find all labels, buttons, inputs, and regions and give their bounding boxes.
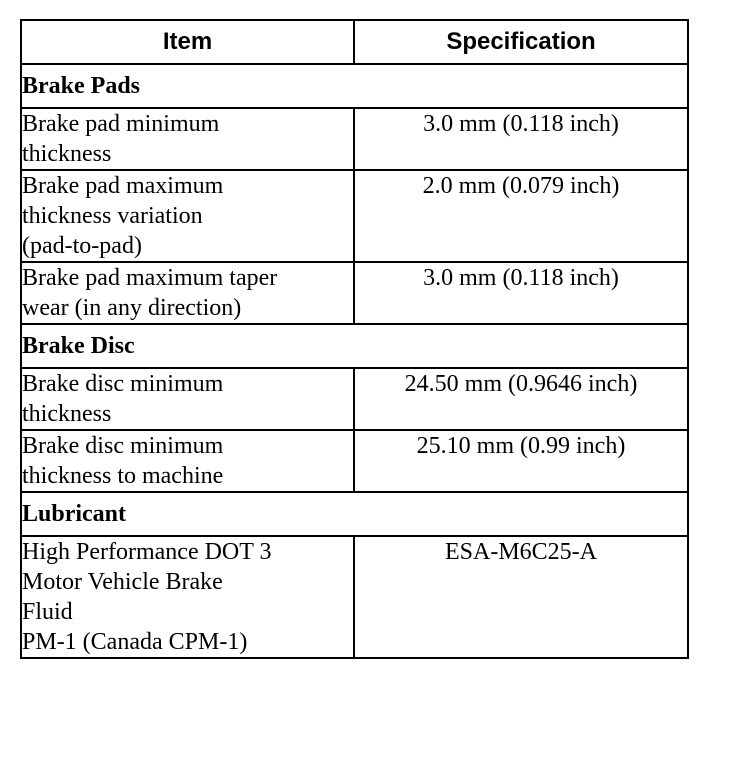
header-row bbox=[21, 20, 688, 64]
section-title-brake-pads: Brake Pads bbox=[21, 64, 688, 108]
item-cell: Brake pad maximum taper wear (in any direction) bbox=[21, 262, 354, 324]
item-cell: High Performance DOT 3 Motor Vehicle Brake Fluid PM-1 (Canada CPM-1) bbox=[21, 536, 354, 658]
spec-cell: 24.50 mm (0.9646 inch) bbox=[354, 368, 688, 430]
item-cell: Brake disc minimum thickness bbox=[21, 368, 354, 430]
header-item: Item bbox=[21, 20, 354, 64]
section-row-brake-disc bbox=[21, 324, 688, 368]
section-row-lubricant bbox=[21, 492, 688, 536]
spec-cell: 3.0 mm (0.118 inch) bbox=[354, 262, 688, 324]
table-row bbox=[21, 170, 688, 262]
specification-table bbox=[20, 19, 689, 659]
item-cell: Brake disc minimum thickness to machine bbox=[21, 430, 354, 492]
spec-cell: 25.10 mm (0.99 inch) bbox=[354, 430, 688, 492]
table-row bbox=[21, 430, 688, 492]
item-cell: Brake pad maximum thickness variation (pad-to-pad) bbox=[21, 170, 354, 262]
table-row bbox=[21, 536, 688, 658]
spec-cell: 3.0 mm (0.118 inch) bbox=[354, 108, 688, 170]
header-specification: Specification bbox=[354, 20, 688, 64]
spec-cell: 2.0 mm (0.079 inch) bbox=[354, 170, 688, 262]
spec-cell: ESA-M6C25-A bbox=[354, 536, 688, 658]
table-row bbox=[21, 368, 688, 430]
section-title-lubricant: Lubricant bbox=[21, 492, 688, 536]
section-row-brake-pads bbox=[21, 64, 688, 108]
table-row bbox=[21, 262, 688, 324]
item-cell: Brake pad minimum thickness bbox=[21, 108, 354, 170]
table-row bbox=[21, 108, 688, 170]
section-title-brake-disc: Brake Disc bbox=[21, 324, 688, 368]
